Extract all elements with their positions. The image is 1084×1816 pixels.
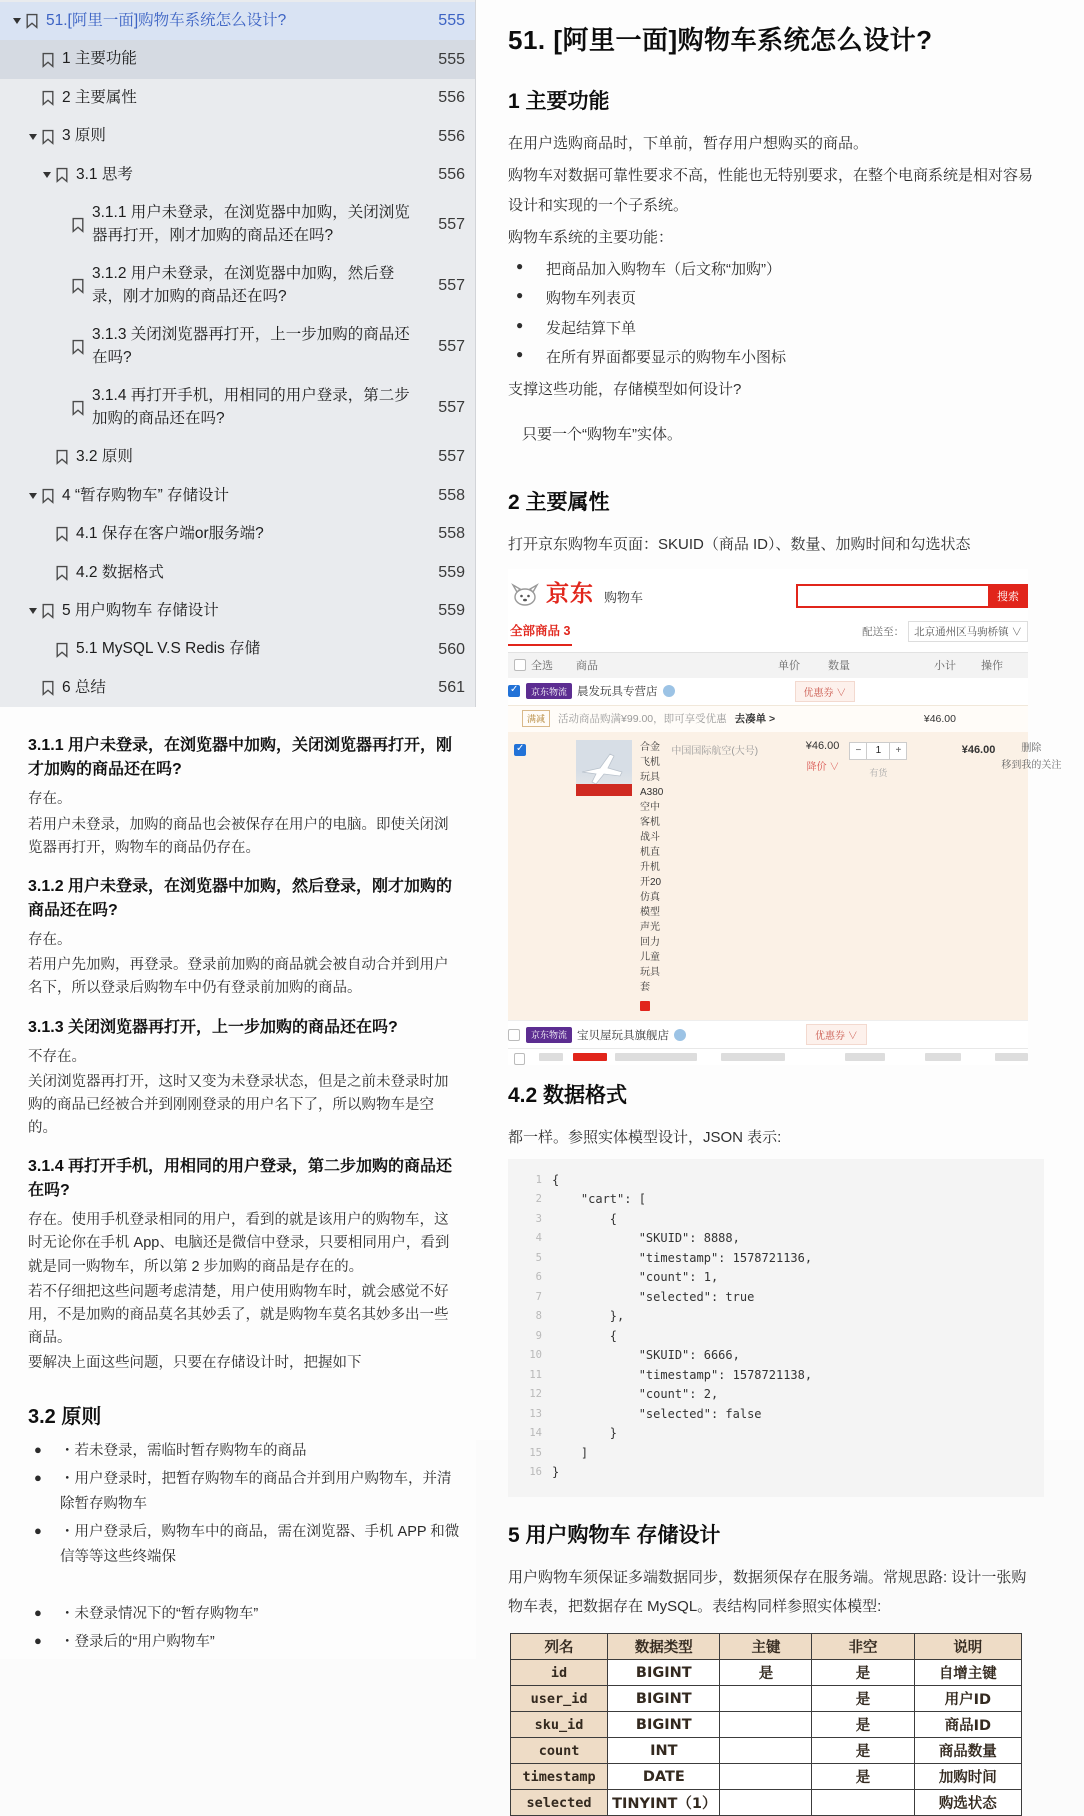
- expand-triangle-icon[interactable]: [26, 608, 40, 614]
- expand-triangle-icon[interactable]: [40, 172, 54, 178]
- toc-item-label: 3.2 原则: [76, 448, 133, 466]
- jd-cart-column-headers: [508, 652, 1028, 678]
- section-5-heading: 5 用户购物车 存储设计: [508, 1523, 721, 1547]
- jd-column-header: 商品: [576, 660, 598, 673]
- schema-row: [511, 1738, 1022, 1764]
- bullet-item: [28, 1467, 460, 1516]
- schema-cell: 商品数量: [914, 1738, 1021, 1764]
- toc-item[interactable]: [0, 316, 475, 377]
- code-text: "cart": [: [552, 1192, 646, 1206]
- toc-item-label: 3.1.2 用户未登录，在浏览器中加购，然后登录，刚才加购的商品还在吗?: [92, 265, 395, 305]
- doc-paragraph: 若不仔细把这些问题考虑清楚，用户使用购物车时，就会感觉不好用，不是加购的商品莫名其妙丢了，就是购物车莫名其妙多出一些商品。: [28, 1283, 449, 1347]
- bullet-icon: ●: [34, 1633, 42, 1649]
- doc-paragraph: 存在。: [28, 931, 72, 948]
- quantity-stepper[interactable]: [849, 742, 907, 760]
- product-title[interactable]: 合金飞机玩具A380空中客机战斗机直升机开20仿真模型声光回力儿童玩具套: [640, 741, 664, 993]
- page-title: 51. [阿里一面]购物车系统怎么设计?: [508, 25, 933, 55]
- delete-link[interactable]: 删除: [1021, 742, 1042, 754]
- doc-paragraph: 关闭浏览器再打开，这时又变为未登录状态，但是之前未登录时加购的商品已经被合并到刚刚登录的用户名下了，所以购物车是空的。: [28, 1073, 449, 1137]
- schema-cell: TINYINT（1）: [608, 1790, 720, 1816]
- toc-page-number: 559: [438, 563, 465, 581]
- code-text: }: [552, 1426, 618, 1440]
- bullet-icon: ●: [516, 317, 524, 332]
- jd-column-header: 全选: [508, 657, 576, 673]
- product-image[interactable]: [576, 740, 632, 796]
- schema-cell: 用户ID: [914, 1686, 1021, 1712]
- schema-row: [511, 1764, 1022, 1790]
- bookmarks-panel: [0, 0, 476, 707]
- schema-cell: 自增主键: [914, 1660, 1021, 1686]
- code-text: "count": 2,: [552, 1387, 719, 1401]
- jd-product-row: [508, 732, 1062, 1021]
- expand-triangle-icon[interactable]: [10, 18, 24, 24]
- product-checkbox[interactable]: [514, 744, 526, 756]
- schema-cell: 是: [812, 1738, 914, 1764]
- schema-row: [511, 1712, 1022, 1738]
- code-text: "timestamp": 1578721138,: [552, 1367, 813, 1382]
- promo-text: 活动商品购满¥99.00，即可享受优惠: [558, 713, 727, 726]
- qty-value: 1: [867, 742, 889, 760]
- schema-row: [511, 1660, 1022, 1686]
- code-line: [508, 1268, 1044, 1288]
- schema-row: [511, 1686, 1022, 1712]
- jd-search-input[interactable]: [796, 584, 988, 608]
- jd-logo-text: 京东: [546, 579, 594, 606]
- jd-search-button[interactable]: 搜索: [988, 584, 1028, 608]
- schema-cell: [812, 1790, 914, 1816]
- move-to-favorites-link[interactable]: 移到我的关注: [1001, 759, 1062, 771]
- schema-cell: sku_id: [511, 1712, 608, 1738]
- stock-status: 有货: [869, 767, 888, 778]
- jd-column-header: 数量: [828, 660, 850, 673]
- doc-paragraph: 在用户选购商品时，下单前，暂存用户想购买的商品。: [508, 135, 869, 152]
- code-line: [508, 1327, 1044, 1347]
- schema-cell: INT: [608, 1738, 720, 1764]
- code-text: "SKUID": 6666,: [552, 1348, 740, 1362]
- bookmark-icon: [70, 217, 92, 233]
- code-line-number: 12: [529, 1388, 542, 1400]
- code-line: [508, 1171, 1044, 1191]
- schema-cell: DATE: [608, 1764, 720, 1790]
- code-line-number: 1: [535, 1173, 542, 1186]
- doc-paragraph: 若用户未登录，加购的商品也会被保存在用户的电脑。即使关闭浏览器再打开，购物车的商品仍存在。: [28, 816, 449, 856]
- doc-paragraph: 要解决上面这些问题，只要在存储设计时，把握如下: [28, 1355, 362, 1372]
- toc-item[interactable]: [0, 194, 475, 255]
- toc-page-number: 557: [438, 398, 465, 416]
- code-line-number: 15: [529, 1446, 542, 1459]
- code-line-number: 13: [529, 1407, 542, 1420]
- store1-name[interactable]: 晨发玩具专营店: [577, 686, 658, 699]
- toc-page-number: 558: [438, 486, 465, 504]
- jd-store-row-2: [508, 1020, 1028, 1048]
- code-line: [508, 1288, 1044, 1308]
- code-line: [508, 1210, 1044, 1230]
- toc-item-label: 3.1.4 再打开手机，用相同的用户登录，第二步加购的商品还在吗?: [92, 387, 410, 427]
- toc-item-label: 3.1.1 用户未登录，在浏览器中加购，关闭浏览器再打开，刚才加购的商品还在吗?: [92, 204, 410, 244]
- product-spec: 中国国际航空(大号): [671, 745, 759, 757]
- toc-item-label: 4 “暂存购物车” 存储设计: [62, 486, 230, 504]
- toc-item[interactable]: [0, 438, 475, 476]
- schema-cell: 是: [812, 1686, 914, 1712]
- schema-cell: 是: [720, 1660, 812, 1686]
- schema-column-header: 数据类型: [608, 1634, 720, 1660]
- product-image-banner: [576, 784, 632, 796]
- code-text: "selected": true: [552, 1289, 755, 1304]
- jd-tabs: [508, 618, 1028, 646]
- bookmark-icon: [54, 565, 76, 581]
- bookmark-icon: [40, 603, 62, 619]
- toc-page-number: 558: [438, 525, 465, 543]
- schema-cell: BIGINT: [608, 1686, 720, 1712]
- schema-cell: [720, 1738, 812, 1764]
- bookmark-icon: [40, 488, 62, 504]
- toc-item[interactable]: [0, 117, 475, 155]
- toc-page-number: 557: [438, 276, 465, 294]
- bullet-icon: ●: [34, 1523, 42, 1539]
- toc-page-number: 557: [438, 448, 465, 466]
- jd-column-header: 操作: [981, 660, 1003, 673]
- schema-cell: id: [511, 1660, 608, 1686]
- bookmark-icon: [40, 129, 62, 145]
- select-all-checkbox[interactable]: [514, 659, 526, 671]
- toc-page-number: 561: [438, 679, 465, 697]
- section-2-heading: 2 主要属性: [508, 490, 610, 514]
- jd-ship-to: 配送至： 北京通州区马驹桥镇 ∨: [862, 621, 1028, 642]
- toc-page-number: 556: [438, 89, 465, 107]
- jd-column-header: 单价: [778, 660, 800, 673]
- section-5-paragraph: 用户购物车须保证多端数据同步，数据须保存在服务端。常规思路: 设计一张购物车表，把数据存在 MySQL。表结构同样参照实体模型:: [508, 1568, 1027, 1615]
- schema-cell: 购选状态: [914, 1790, 1021, 1816]
- schema-cell: [720, 1686, 812, 1712]
- store2-coupon-button[interactable]: 优惠券 ∨: [806, 1024, 867, 1045]
- jd-logistics-badge: 京东物流: [526, 683, 572, 699]
- code-text: {: [552, 1211, 618, 1226]
- toc-item-label: 2 主要属性: [62, 88, 137, 106]
- bullet-text: ・未登录情况下的“暂存购物车”: [60, 1605, 259, 1622]
- schema-cell: user_id: [511, 1686, 608, 1712]
- code-line: [508, 1424, 1044, 1444]
- schema-cell: count: [511, 1738, 608, 1764]
- toc-page-number: 557: [438, 337, 465, 355]
- toc-item-label: 3.1 思考: [76, 165, 133, 183]
- bookmark-icon: [70, 339, 92, 355]
- code-line-number: 11: [529, 1368, 542, 1381]
- schema-column-header: 非空: [812, 1634, 914, 1660]
- schema-cell: timestamp: [511, 1764, 608, 1790]
- code-line-number: 14: [529, 1427, 542, 1439]
- jd-logo: [508, 575, 643, 608]
- schema-cell: BIGINT: [608, 1712, 720, 1738]
- schema-cell: [720, 1712, 812, 1738]
- schema-column-header: 说明: [914, 1634, 1021, 1660]
- bullet-item: [508, 284, 1044, 313]
- bookmark-icon: [40, 52, 62, 68]
- bullet-text: ・若未登录，需临时暂存购物车的商品: [60, 1442, 307, 1459]
- toc-item[interactable]: [0, 630, 475, 668]
- code-line-number: 6: [535, 1271, 542, 1283]
- schema-cell: BIGINT: [608, 1660, 720, 1686]
- code-line-number: 7: [535, 1290, 542, 1303]
- bookmark-icon: [40, 680, 62, 696]
- bullet-text: ・登录后的“用户购物车”: [60, 1634, 215, 1651]
- bullet-text: 在所有界面都要显示的购物车小图标: [546, 348, 787, 366]
- jd-tab-all-goods[interactable]: 全部商品 3: [508, 618, 572, 646]
- bullet-icon: ●: [34, 1441, 42, 1457]
- toc-item-label: 1 主要功能: [62, 50, 137, 68]
- doc-paragraph: 若用户先加购，再登录。登录前加购的商品就会被自动合并到用户名下，所以登录后购物车中仍有登录前加购的商品。: [28, 957, 449, 997]
- product-promo-icon: [640, 1001, 650, 1011]
- json-code-block: [508, 1159, 1044, 1497]
- toc-page-number: 557: [438, 215, 465, 233]
- toc-item-label: 5.1 MySQL V.S Redis 存储: [76, 640, 261, 658]
- toc-page-number: 555: [438, 50, 465, 68]
- store2-checkbox[interactable]: [508, 1029, 520, 1041]
- schema-cell: 是: [812, 1660, 914, 1686]
- doc-paragraph: 存在。: [28, 791, 72, 808]
- toc-item-label: 6 总结: [62, 678, 106, 696]
- jd-cropped-product-row: [508, 1048, 1028, 1065]
- jd-search: [796, 584, 1028, 608]
- doc-heading: 3.1.2 用户未登录，在浏览器中加购，然后登录，刚才加购的商品还在吗?: [28, 877, 453, 919]
- doc-paragraph: 不存在。: [28, 1048, 86, 1065]
- code-line: [508, 1249, 1044, 1269]
- doc-heading: 3.2 原则: [28, 1405, 102, 1428]
- toc-item-label: 3.1.3 关闭浏览器再打开，上一步加购的商品还在吗?: [92, 326, 410, 366]
- code-line-number: 10: [529, 1349, 542, 1361]
- code-line: [508, 1385, 1044, 1405]
- schema-cell: 加购时间: [914, 1764, 1021, 1790]
- promo-link[interactable]: 去凑单 >: [734, 713, 776, 726]
- toc-item[interactable]: [0, 477, 475, 515]
- toc-item-label: 3 原则: [62, 127, 106, 145]
- toc-item-label: 51.[阿里一面]购物车系统怎么设计?: [46, 12, 287, 29]
- qty-minus-button[interactable]: −: [849, 742, 867, 760]
- bullet-item: [28, 1602, 460, 1627]
- toc-item[interactable]: [0, 554, 475, 592]
- doc-paragraph: 只要一个“购物车”实体。: [522, 426, 682, 444]
- code-text: ]: [552, 1445, 589, 1460]
- expand-triangle-icon[interactable]: [26, 493, 40, 499]
- bullet-text: 发起结算下单: [546, 319, 637, 337]
- jd-dog-icon: [508, 582, 542, 608]
- toc-item[interactable]: [0, 515, 475, 553]
- jd-promo-row: [508, 705, 1028, 732]
- schema-cell: 商品ID: [914, 1712, 1021, 1738]
- code-text: "SKUID": 8888,: [552, 1231, 740, 1245]
- toc-item[interactable]: [0, 255, 475, 316]
- jd-cart-label: 购物车: [604, 589, 644, 605]
- bookmark-icon: [54, 642, 76, 658]
- code-text: "selected": false: [552, 1406, 762, 1421]
- code-line: [508, 1307, 1044, 1327]
- toc-page-number: 556: [438, 127, 465, 145]
- expand-triangle-icon[interactable]: [26, 134, 40, 140]
- promo-price: ¥46.00: [923, 712, 956, 725]
- code-text: },: [552, 1309, 625, 1323]
- bullet-icon: ●: [516, 346, 524, 361]
- code-line: [508, 1229, 1044, 1249]
- toc-item-label: 4.1 保存在客户端or服务端?: [76, 525, 264, 543]
- toc-item[interactable]: [0, 79, 475, 117]
- code-text: "timestamp": 1578721136,: [552, 1250, 813, 1265]
- bullet-icon: ●: [34, 1470, 42, 1486]
- bullet-text: 把商品加入购物车（后文称“加购”）: [546, 261, 781, 278]
- jd-logistics-badge: 京东物流: [526, 1027, 572, 1043]
- code-line: [508, 1405, 1044, 1425]
- code-line: [508, 1190, 1044, 1210]
- schema-cell: 是: [812, 1764, 914, 1790]
- bookmark-icon: [24, 13, 46, 29]
- product-price: ¥46.00: [805, 739, 840, 752]
- bullet-item: [28, 1630, 460, 1655]
- toc-page-number: 555: [438, 12, 465, 30]
- doc-heading: 3.1.3 关闭浏览器再打开，上一步加购的商品还在吗?: [28, 1018, 398, 1036]
- toc-page-number: 560: [438, 640, 465, 658]
- toc-item[interactable]: [0, 377, 475, 438]
- code-text: {: [552, 1328, 618, 1343]
- doc-paragraph: 存在。使用手机登录相同的用户，看到的就是该用户的购物车，这时无论你在手机 App、电脑还是微信中登录，只要相同用户，看到就是同一购物车，所以第 2 步加购的商品是存在的。: [28, 1212, 450, 1275]
- store1-checkbox[interactable]: [508, 685, 520, 697]
- code-text: "count": 1,: [552, 1270, 719, 1284]
- jd-header: [508, 569, 1028, 616]
- schema-column-header: 主键: [720, 1634, 812, 1660]
- doc-heading: 3.1.1 用户未登录，在浏览器中加购，关闭浏览器再打开，刚才加购的商品还在吗?: [28, 737, 453, 779]
- bullet-text: ・用户登录时，把暂存购物车的商品合并到用户购物车，并清除暂存购物车: [60, 1471, 452, 1512]
- toc-item[interactable]: [0, 592, 475, 630]
- code-line: [508, 1346, 1044, 1366]
- code-line-number: 2: [535, 1193, 542, 1205]
- toc-item[interactable]: [0, 156, 475, 194]
- bookmark-icon: [54, 526, 76, 542]
- bullet-text: ・用户登录后，购物车中的商品，需在浏览器、手机 APP 和微信等等这些终端保: [60, 1524, 460, 1566]
- price-drop-dropdown[interactable]: 降价 ∨: [806, 761, 840, 773]
- right-document-page: [476, 0, 1084, 1812]
- schema-cell: selected: [511, 1790, 608, 1816]
- doc-paragraph: 购物车对数据可靠性要求不高，性能也无特别要求，在整个电商系统是相对容易设计和实现的一个子系统。: [508, 167, 1034, 214]
- schema-cell: 是: [812, 1712, 914, 1738]
- bullet-item: [28, 1439, 460, 1464]
- schema-cell: [720, 1764, 812, 1790]
- code-line-number: 9: [535, 1329, 542, 1342]
- code-text: }: [552, 1465, 560, 1479]
- doc-paragraph: 购物车系统的主要功能：: [508, 228, 674, 246]
- code-line-number: 16: [529, 1466, 542, 1478]
- section-1-body: [508, 129, 1044, 450]
- bullet-icon: ●: [516, 259, 524, 273]
- jd-ship-select[interactable]: 北京通州区马驹桥镇 ∨: [908, 621, 1028, 642]
- toc-item-label: 5 用户购物车 存储设计: [62, 601, 219, 619]
- left-column: [0, 0, 476, 1651]
- schema-row: [511, 1790, 1022, 1816]
- bullet-item: [508, 314, 1044, 343]
- bullet-item: [508, 255, 1044, 284]
- doc-heading: 3.1.4 再打开手机，用相同的用户登录，第二步加购的商品还在吗?: [28, 1158, 453, 1200]
- store1-coupon-button[interactable]: 优惠券 ∨: [795, 681, 856, 702]
- toc-page-number: 559: [438, 602, 465, 620]
- jd-column-header: 小计: [934, 660, 956, 673]
- toc-item[interactable]: [0, 669, 475, 707]
- section-2-intro: 打开京东购物车页面：SKUID（商品 ID）、数量、加购时间和勾选状态: [508, 535, 971, 553]
- left-document-page: [0, 707, 476, 1659]
- code-line: [508, 1366, 1044, 1386]
- jd-cart-screenshot: [508, 569, 1062, 1066]
- store-chat-icon[interactable]: [663, 685, 675, 697]
- code-line: [508, 1444, 1044, 1464]
- store2-name[interactable]: 宝贝屋玩具旗舰店: [577, 1029, 670, 1042]
- qty-plus-button[interactable]: +: [889, 742, 907, 760]
- code-line: [508, 1463, 1044, 1483]
- bookmark-icon: [70, 278, 92, 294]
- bullet-icon: ●: [516, 288, 524, 303]
- code-line-number: 4: [535, 1232, 542, 1244]
- code-line-number: 8: [535, 1310, 542, 1322]
- toc-item[interactable]: [0, 40, 475, 78]
- toc-item-label: 4.2 数据格式: [76, 563, 164, 581]
- bookmark-icon: [40, 90, 62, 106]
- store-chat-icon[interactable]: [674, 1029, 686, 1041]
- bullet-icon: ●: [34, 1604, 42, 1620]
- bookmark-icon: [54, 449, 76, 465]
- product-subtotal: ¥46.00: [961, 743, 996, 756]
- code-text: {: [552, 1172, 560, 1187]
- schema-column-header: 列名: [511, 1634, 608, 1660]
- bullet-text: 购物车列表页: [546, 290, 637, 308]
- code-line-number: 3: [535, 1212, 542, 1225]
- toc-page-number: 556: [438, 166, 465, 184]
- bullet-item: [28, 1520, 460, 1569]
- toc-item[interactable]: [0, 2, 475, 40]
- bookmark-icon: [70, 400, 92, 416]
- cart-table-schema: [510, 1633, 1022, 1816]
- section-42-heading: 4.2 数据格式: [508, 1084, 628, 1108]
- bookmark-icon: [54, 167, 76, 183]
- section-1-heading: 1 主要功能: [508, 90, 610, 113]
- doc-paragraph: 支撑这些功能，存储模型如何设计?: [508, 381, 742, 398]
- section-42-intro: 都一样。参照实体模型设计，JSON 表示:: [508, 1129, 782, 1147]
- code-line-number: 5: [535, 1251, 542, 1264]
- promo-tag: 满减: [522, 710, 550, 727]
- spacer: [28, 1574, 460, 1598]
- jd-store-row-1: [508, 678, 1028, 705]
- schema-cell: [720, 1790, 812, 1816]
- bullet-item: [508, 343, 1044, 372]
